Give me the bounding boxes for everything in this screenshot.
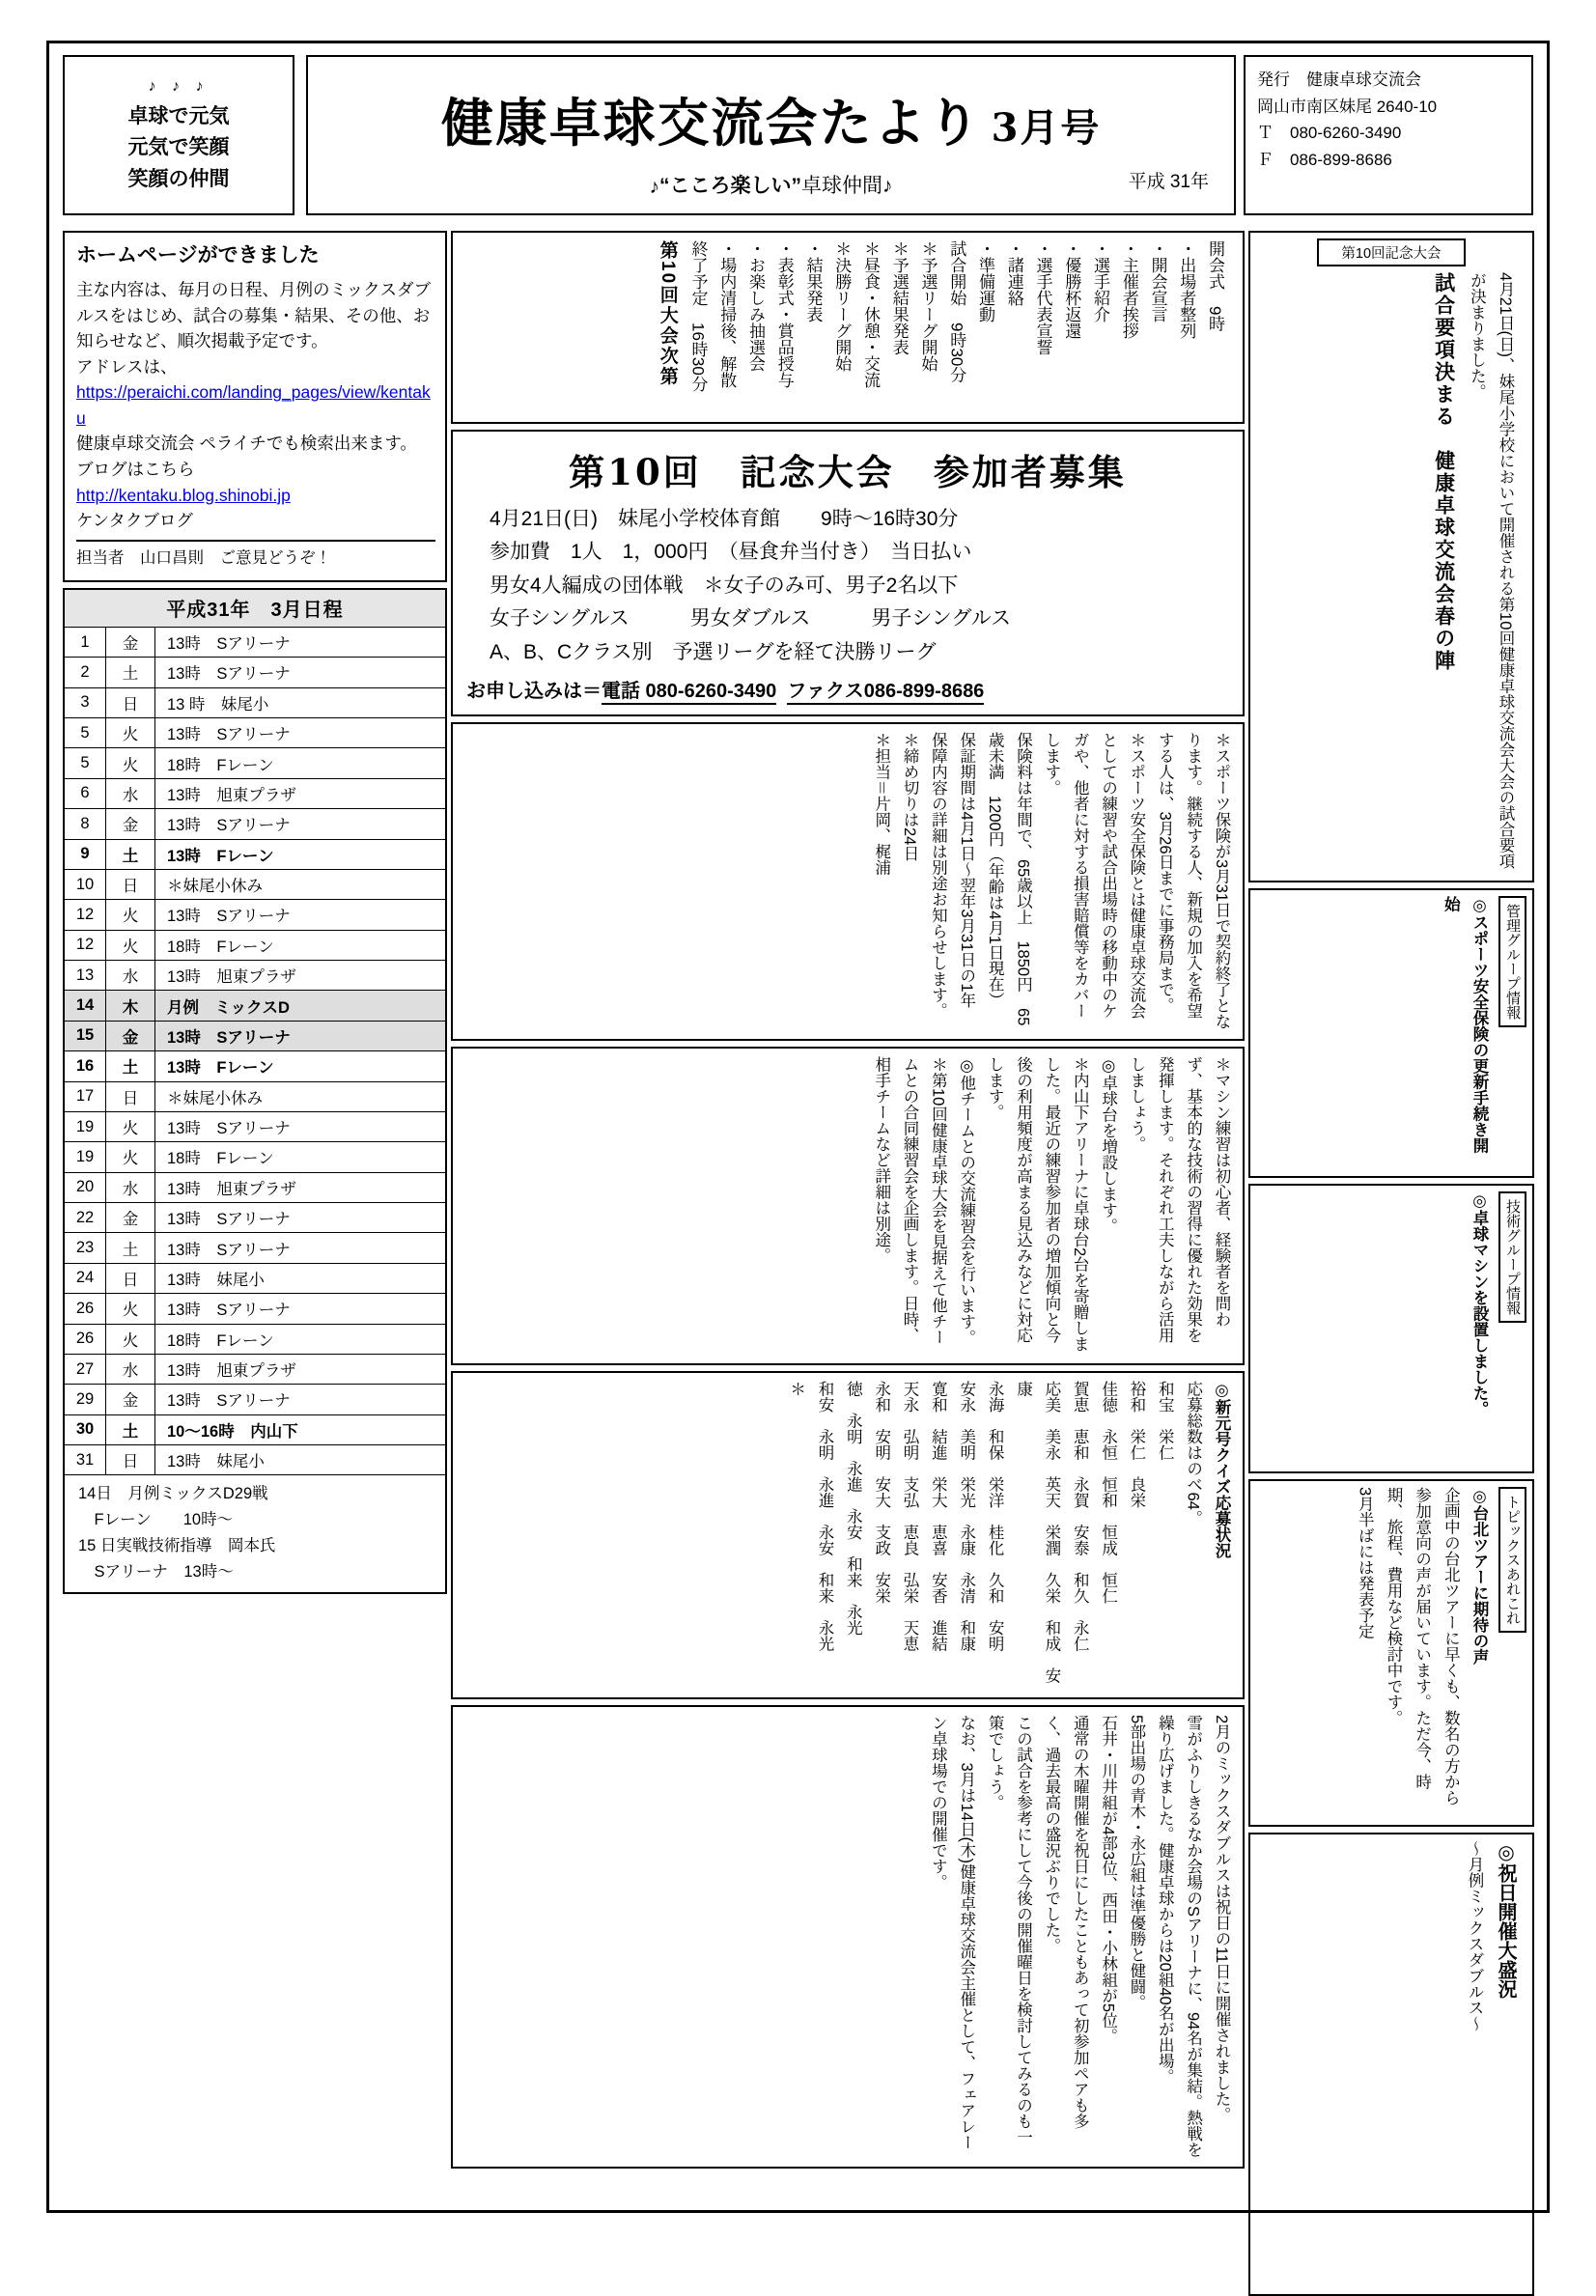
subtitle (308, 170, 1234, 199)
schedule-detail: 13時 Sアリーナ (155, 900, 446, 930)
schedule-note-4: Sアリーナ 13時～ (78, 1562, 234, 1581)
homepage-url-link[interactable]: https://peraichi.com/landing_pages/view/kentaku (76, 382, 431, 428)
schedule-detail: 18時 Fレーン (155, 748, 446, 778)
event-line-1: 4月21日(日) 妹尾小学校体育館 9時～16時30分 (490, 508, 959, 530)
homepage-heading: ホームページができました (76, 244, 320, 266)
schedule-weekday: 土 (106, 658, 155, 687)
program-item: 終了予定 16時30分 (688, 240, 708, 392)
technical-group-inner (1256, 1191, 1526, 1464)
schedule-detail: 13時 妹尾小 (155, 1445, 446, 1475)
mixed-doubles-text (923, 1715, 1235, 2159)
schedule-detail: 10～16時 内山下 (155, 1414, 446, 1444)
apply-fax: ファクス086-899-8686 (787, 681, 984, 705)
schedule-detail: 13時 Sアリーナ (155, 1233, 446, 1263)
schedule-day: 16 (65, 1051, 106, 1081)
schedule-detail: 13時 Sアリーナ (155, 809, 446, 839)
schedule-weekday: 火 (106, 748, 155, 778)
table-row (65, 1324, 445, 1354)
slogan-line-1: 卓球で元気 (127, 104, 230, 127)
program-item: ・準備運動 (976, 240, 994, 322)
paragraph: 安永 美明 栄光 永康 永清 和康 (957, 1381, 975, 1652)
paragraph: 企画中の台北ツアーに早くも、数名の方から参加意向の声が届いています。ただ今、時期、旅程、費用など検討中です。 (1384, 1487, 1460, 1806)
apply-tel: 電話 080-6260-3490 (602, 681, 776, 705)
paragraph: 石井・川井組が4部3位、西田・小林組が5位。 (1099, 1715, 1117, 2045)
schedule-day: 5 (65, 718, 106, 748)
schedule-day: 19 (65, 1142, 106, 1172)
schedule-weekday: 金 (106, 1021, 155, 1050)
table-row (65, 658, 445, 687)
schedule-detail: 13時 妹尾小 (155, 1263, 446, 1293)
era-date: 平成 31年 (1128, 171, 1209, 192)
event-line-2: 参加費 1人 1，000円 （昼食弁当付き） 当日払い (490, 541, 972, 564)
holiday-event-inner (1256, 1840, 1526, 2286)
schedule-note-3: 15 日実戦技術指導 岡本氏 (78, 1536, 276, 1554)
schedule-weekday: 土 (106, 1233, 155, 1263)
topics-text (1350, 1487, 1493, 1817)
schedule-detail: 13時 Sアリーナ (155, 718, 446, 748)
paragraph: 保証期間は4月1日～翌年3月31日の1年 (957, 732, 975, 1009)
blog-name: ケンタクブログ (76, 511, 193, 531)
homepage-body: 主な内容は、毎月の日程、月例のミックスダブルスをはじめ、試合の募集・結果、その他、お知らせなど、順次掲載予定です。 (76, 279, 431, 351)
table-row (65, 628, 445, 658)
technical-detail-box (451, 1047, 1245, 1365)
table-row (65, 961, 445, 991)
paragraph: 保険料は年間で、65歳以上 1850円 65歳未満 1200円（年齢は4月1日現在） (986, 732, 1032, 1026)
table-row (65, 809, 445, 839)
paragraph: 2月のミックスダブルスは祝日の11日に開催されました。 (1213, 1715, 1230, 2123)
schedule-day: 9 (65, 839, 106, 869)
management-group-title: ◎スポーツ安全保険の更新手続き開始 (1442, 896, 1488, 1154)
body-columns (49, 227, 1547, 2212)
schedule-day: 31 (65, 1445, 106, 1475)
insurance-detail-text (866, 732, 1235, 1031)
schedule-detail: 13時 Sアリーナ (155, 1294, 446, 1324)
table-row (65, 687, 445, 717)
main-article-body (1256, 272, 1526, 871)
schedule-detail: 18時 Fレーン (155, 1324, 446, 1354)
schedule-detail: 13時 旭東プラザ (155, 1354, 446, 1384)
homepage-search-note: 健康卓球交流会 ペライチでも検索出来ます。 (76, 434, 417, 454)
publisher-address: 岡山市南区妹尾 2640-10 (1257, 97, 1438, 116)
paragraph: 通常の木曜開催を祝日にしたこともあって初参加ペアも多く、過去最高の盛況ぶりでした。 (1042, 1715, 1089, 2130)
schedule-day: 27 (65, 1354, 106, 1384)
apply-label: お申し込みは＝ (466, 681, 602, 703)
schedule-weekday: 火 (106, 930, 155, 960)
main-article-text (1425, 272, 1462, 871)
paragraph: 応美 美永 英天 栄潤 久栄 和成 安康 (1014, 1381, 1060, 1684)
paragraph: 賀恵 恵和 永賀 安泰 和久 永仁 (1071, 1381, 1089, 1652)
music-notes-icon: ♪ ♪ ♪ (148, 77, 210, 95)
program-item: ・選手紹介 (1091, 240, 1109, 322)
middle-column (451, 231, 1245, 2206)
publisher-fax: Ｆ 086-899-8686 (1257, 150, 1392, 169)
table-row (65, 1111, 445, 1141)
schedule-day: 24 (65, 1263, 106, 1293)
homepage-address-label: アドレスは、 (76, 356, 178, 377)
schedule-detail: 13時 Sアリーナ (155, 1385, 446, 1414)
schedule-day: 14 (65, 991, 106, 1021)
schedule-weekday: 水 (106, 1354, 155, 1384)
schedule-weekday: 水 (106, 778, 155, 808)
slogan-line-2: 元気で笑顔 (127, 136, 230, 159)
main-article-tag: 第10回記念大会 (1317, 238, 1466, 266)
schedule-footer (65, 1475, 445, 1592)
technical-group-title: ◎卓球マシンを設置しました。 (1470, 1191, 1488, 1417)
schedule-weekday: 水 (106, 961, 155, 991)
program-item: ・お楽しみ抽選会 (746, 240, 765, 372)
event-line-3: 男女4人編成の団体戦 ＊女子のみ可、男子2名以下 (490, 574, 959, 597)
management-group-box (1248, 888, 1534, 1178)
blog-url-link[interactable]: http://kentaku.blog.shinobi.jp (76, 485, 291, 505)
table-row (65, 1142, 445, 1172)
topics-inner (1256, 1487, 1526, 1817)
schedule-day: 6 (65, 778, 106, 808)
program-item: ・表彰式・賞品授与 (774, 240, 794, 388)
main-article-title: 試合要項決まる 健康卓球交流会春の陣 (1432, 272, 1455, 672)
management-group-tag: 管理グループ情報 (1498, 896, 1526, 1027)
table-row (65, 718, 445, 748)
schedule-detail: 13時 Fレーン (155, 839, 446, 869)
program-item: ・優勝杯返還 (1062, 240, 1081, 339)
table-row (65, 778, 445, 808)
schedule-day: 26 (65, 1294, 106, 1324)
program-item: ＊決勝リーグ開始 (832, 240, 852, 372)
schedule-day: 23 (65, 1233, 106, 1263)
table-row (65, 1172, 445, 1202)
schedule-detail: 13時 Sアリーナ (155, 1111, 446, 1141)
paragraph: 徳 永明 永進 永安 和来 永光 (844, 1381, 862, 1637)
schedule-detail: 月例 ミックスD (155, 991, 446, 1021)
paragraph: 寛和 結進 栄大 恵喜 安香 進結 (929, 1381, 947, 1652)
schedule-note-2: Fレーン 10時～ (78, 1511, 234, 1529)
schedule-weekday: 土 (106, 1051, 155, 1081)
schedule-table (65, 628, 445, 1476)
schedule-day: 26 (65, 1324, 106, 1354)
schedule-weekday: 金 (106, 1385, 155, 1414)
schedule-weekday: 火 (106, 718, 155, 748)
quiz-box (451, 1371, 1245, 1699)
schedule-weekday: 日 (106, 869, 155, 899)
schedule-weekday: 土 (106, 1414, 155, 1444)
paragraph: 佳徳 永恒 恒和 恒成 恒仁 (1099, 1381, 1117, 1605)
program-box (451, 231, 1245, 424)
paragraph: 3月半ばには発表予定 (1356, 1487, 1374, 1639)
program-item: ・諸連絡 (1004, 240, 1023, 306)
schedule-day: 17 (65, 1081, 106, 1111)
paragraph: 5部出場の青木・永広組は準優勝と健闘。 (1127, 1715, 1145, 2011)
program-item: ・出場者整列 (1177, 240, 1196, 339)
table-row (65, 1021, 445, 1050)
paragraph: ＊担当＝片岡、梶浦 (872, 732, 890, 876)
paragraph: ＊ (787, 1381, 805, 1397)
schedule-detail: 18時 Fレーン (155, 930, 446, 960)
program-item: 開会式 9時 (1206, 240, 1224, 332)
schedule-weekday: 土 (106, 839, 155, 869)
holiday-event-subheading: ～月例ミックスダブルス～ (1466, 1840, 1483, 2031)
schedule-weekday: 木 (106, 991, 155, 1021)
schedule-detail: 13時 旭東プラザ (155, 778, 446, 808)
paragraph: ＊スポーツ安全保険とは健康卓球交流会としての練習や試合出場時の移動中のケガや、他者に対する損害賠償等をカバーします。 (1042, 732, 1145, 1020)
table-row (65, 1081, 445, 1111)
table-row (65, 1294, 445, 1324)
schedule-detail: 13時 Sアリーナ (155, 1203, 446, 1233)
schedule-detail: 13時 Sアリーナ (155, 628, 446, 658)
paragraph: 裕和 栄仁 良栄 (1127, 1381, 1145, 1509)
schedule-day: 5 (65, 748, 106, 778)
schedule-box (63, 588, 447, 1594)
paragraph: 永和 安明 安大 支政 安栄 (872, 1381, 890, 1605)
paragraph: ＊スポーツ保険が3月31日で契約終了となります。継続する人、新規の加入を希望する人は、3月26日までに事務局まで。 (1156, 732, 1230, 1030)
schedule-detail: 13時 旭東プラザ (155, 1172, 446, 1202)
schedule-day: 29 (65, 1385, 106, 1414)
paragraph: なお、3月は14日(木)健康卓球交流会主催として、フェアレーン卓球場での開催です。 (929, 1715, 975, 2151)
homepage-box (63, 231, 447, 582)
publisher-tel: Ｔ 080-6260-3490 (1257, 124, 1402, 143)
schedule-detail: 18時 Fレーン (155, 1142, 446, 1172)
schedule-weekday: 火 (106, 900, 155, 930)
blog-label: ブログはこちら (76, 460, 195, 480)
schedule-day: 10 (65, 869, 106, 899)
paragraph: ＊締め切りは24日 (901, 732, 919, 862)
paragraph: ＊第10回健康卓球大会を見据えて他チームとの合同練習会を企画します。日時、相手チームなど詳細は別途。 (872, 1056, 947, 1346)
schedule-day: 12 (65, 930, 106, 960)
publisher-box (1244, 55, 1533, 215)
paragraph: ◎他チームとの交流練習会を行います。 (957, 1056, 975, 1346)
schedule-weekday: 金 (106, 809, 155, 839)
table-row (65, 1203, 445, 1233)
event-title: 第10回 記念大会 参加者募集 (569, 451, 1127, 493)
schedule-detail: 13 時 妹尾小 (155, 687, 446, 717)
page-title (308, 82, 1234, 156)
table-row (65, 1414, 445, 1444)
schedule-day: 2 (65, 658, 106, 687)
schedule-note-1: 14日 月例ミックスD29戦 (78, 1485, 268, 1503)
schedule-weekday: 火 (106, 1294, 155, 1324)
paragraph: 和安 永明 永進 永安 和来 永光 (815, 1381, 833, 1652)
table-row (65, 1385, 445, 1414)
schedule-weekday: 日 (106, 687, 155, 717)
paragraph: ◎卓球台を増設します。 (1099, 1056, 1117, 1235)
schedule-weekday: 日 (106, 1445, 155, 1475)
schedule-weekday: 日 (106, 1081, 155, 1111)
schedule-day: 3 (65, 687, 106, 717)
schedule-detail: 13時 Fレーン (155, 1051, 446, 1081)
program-item: 試合開始 9時30分 (947, 240, 966, 383)
paragraph: 永海 和保 栄洋 桂化 久和 安明 (986, 1381, 1004, 1652)
table-row (65, 1051, 445, 1081)
table-row (65, 1445, 445, 1475)
paragraph: ＊マシン練習は初心者、経験者を問わず、基本的な技術の習得に優れた効果を発揮します。それぞれ工夫しながら活用しましょう。 (1127, 1056, 1230, 1344)
paragraph: ＊内山下アリーナに卓球台2台を寄贈しました。最近の練習参加者の増加傾向と今後の利用頻度が高まる見込みなどに対応します。 (986, 1056, 1089, 1353)
program-item: ・開会宣言 (1148, 240, 1167, 322)
schedule-weekday: 火 (106, 1142, 155, 1172)
schedule-weekday: 日 (106, 1263, 155, 1293)
program-items (684, 240, 1229, 414)
schedule-weekday: 火 (106, 1324, 155, 1354)
title-month: 3月号 (991, 104, 1102, 151)
schedule-detail: ＊妹尾小休み (155, 1081, 446, 1111)
schedule-day: 12 (65, 900, 106, 930)
title-text: 健康卓球交流会たより (440, 91, 982, 154)
schedule-day: 19 (65, 1111, 106, 1141)
subtitle-quote: “こころ楽しい” (659, 174, 801, 197)
quiz-text (781, 1381, 1235, 1690)
schedule-weekday: 金 (106, 1203, 155, 1233)
table-row (65, 930, 445, 960)
schedule-day: 8 (65, 809, 106, 839)
technical-group-tag: 技術グループ情報 (1498, 1191, 1526, 1323)
slogan-line-3: 笑顔の仲間 (127, 167, 230, 190)
table-row (65, 748, 445, 778)
management-group-inner (1256, 896, 1526, 1168)
paragraph: ◎台北ツアーに期待の声 (1470, 1487, 1488, 1665)
schedule-day: 22 (65, 1203, 106, 1233)
apply-row (466, 675, 1229, 703)
schedule-day: 30 (65, 1414, 106, 1444)
paragraph: 雪がふりしきるなか会場のSアリーナに、94名が集結。熱戦を繰り広げました。健康卓球からは20組40名が出場。 (1156, 1715, 1202, 2158)
masthead (49, 43, 1547, 227)
table-row (65, 1354, 445, 1384)
subtitle-post: 卓球仲間♪ (801, 174, 893, 197)
program-item: ・場内清掃後、解散 (717, 240, 737, 388)
paragraph: この試合を参考にして今後の開催曜日を検討してみるのも一策でしょう。 (986, 1715, 1032, 2145)
paragraph: 和宝 栄仁 (1156, 1381, 1174, 1461)
event-announcement (451, 430, 1245, 716)
main-article-paragraph: 4月21日(日)、妹尾小学校において開催される第10回健康卓球交流会大会の試合要項が決まりました。 (1468, 272, 1514, 869)
schedule-caption: 平成31年 3月日程 (65, 590, 445, 628)
technical-group-box (1248, 1184, 1534, 1473)
table-row (65, 1233, 445, 1263)
table-row (65, 869, 445, 899)
subtitle-pre: ♪ (649, 175, 659, 198)
schedule-day: 13 (65, 961, 106, 991)
schedule-detail: 13時 旭東プラザ (155, 961, 446, 991)
program-item: ＊昼食・休憩・交流 (861, 240, 880, 388)
holiday-event-heading: ◎祝日開催大盛況 (1495, 1840, 1516, 1999)
technical-detail-text (866, 1056, 1235, 1356)
title-box (306, 55, 1236, 215)
program-item: ・主催者挨拶 (1119, 240, 1138, 339)
holiday-event-box (1248, 1833, 1534, 2296)
main-article-box (1248, 231, 1534, 882)
left-column (63, 231, 447, 2206)
insurance-detail-box (451, 722, 1245, 1041)
table-row (65, 1263, 445, 1293)
paragraph: 応募総数はのべ64。 (1184, 1381, 1202, 1526)
topics-box (1248, 1479, 1534, 1827)
contact-person: 担当者 山口昌則 ご意見どうぞ！ (76, 540, 435, 571)
table-row (65, 839, 445, 869)
page-frame (46, 41, 1550, 2213)
program-item: ・結果発表 (803, 240, 823, 322)
program-text (652, 240, 684, 414)
event-line-5: А、В、Сクラス別 予選リーグを経て決勝リーグ (490, 640, 937, 663)
event-line-4: 女子シングルス 男女ダブルス 男子シングルス (490, 607, 1012, 630)
table-row (65, 900, 445, 930)
paragraph: 保障内容の詳細は別途お知らせします。 (929, 732, 947, 1020)
schedule-detail: ＊妹尾小休み (155, 869, 446, 899)
right-column (1248, 231, 1534, 2206)
topics-tag: トピックスあれこれ (1498, 1487, 1526, 1633)
schedule-day: 15 (65, 1021, 106, 1050)
schedule-weekday: 金 (106, 628, 155, 658)
slogan-box (63, 55, 294, 215)
program-item: ＊予選結果発表 (889, 240, 909, 355)
schedule-detail: 13時 Sアリーナ (155, 1021, 446, 1050)
table-row (65, 991, 445, 1021)
mixed-doubles-box (451, 1705, 1245, 2169)
schedule-weekday: 水 (106, 1172, 155, 1202)
program-item: ＊予選リーグ開始 (918, 240, 938, 372)
paragraph: 天永 弘明 支弘 恵良 弘栄 天恵 (901, 1381, 919, 1652)
publisher-name: 発行 健康卓球交流会 (1257, 70, 1421, 89)
schedule-day: 20 (65, 1172, 106, 1202)
paragraph: ◎新元号クイズ応募状況 (1213, 1381, 1230, 1559)
schedule-weekday: 火 (106, 1111, 155, 1141)
schedule-day: 1 (65, 628, 106, 658)
schedule-detail: 13時 Sアリーナ (155, 658, 446, 687)
program-title: 第10回大会次第 (657, 240, 678, 387)
program-item: ・選手代表宣誓 (1033, 240, 1052, 355)
